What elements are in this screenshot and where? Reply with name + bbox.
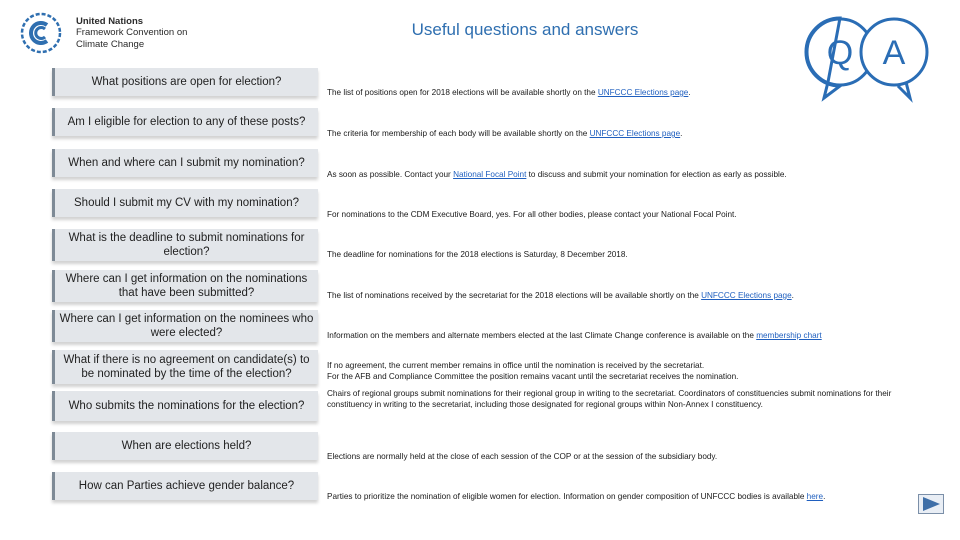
question-7[interactable]: Where can I get information on the nominees who were elected? (52, 310, 318, 342)
org-name (76, 16, 187, 51)
org-line-3: Climate Change (76, 38, 145, 50)
national-focal-point-link[interactable]: National Focal Point (453, 170, 527, 179)
page-title: Useful questions and answers (411, 20, 639, 39)
membership-chart-link[interactable]: membership chart (756, 331, 822, 340)
answer-6: The list of nominations received by the secretariat for the 2018 elections will be available shortly on the UNFCCC Elections page. (327, 291, 794, 300)
elections-page-link[interactable]: UNFCCC Elections page (589, 129, 681, 138)
org-line-1: United Nations (76, 15, 144, 27)
answer-3: As soon as possible. Contact your National Focal Point to discuss and submit your nomination for election as early as possible. (327, 170, 787, 179)
elections-page-link[interactable]: UNFCCC Elections page (597, 88, 689, 97)
answer-7: Information on the members and alternate members elected at the last Climate Change conference is available on the membership chart (327, 331, 822, 340)
question-3[interactable]: When and where can I submit my nomination? (52, 149, 318, 177)
question-4[interactable]: Should I submit my CV with my nomination? (52, 189, 318, 217)
unfccc-emblem-icon (20, 12, 62, 54)
question-1[interactable]: What positions are open for election? (52, 68, 318, 96)
badge-a-letter: A (882, 34, 906, 72)
org-line-2: Framework Convention on (76, 27, 188, 39)
answer-5: The deadline for nominations for the 2018 elections is Saturday, 8 December 2018. (327, 250, 628, 259)
answer-9: Chairs of regional groups submit nominations for their regional group in writing to the secretariat. Coordinators of constituencies submit nominations for their constituency in writing to the secretariat, including those designated for regional groups within Non-Annex I constituency. (327, 389, 892, 409)
question-2[interactable]: Am I eligible for election to any of these posts? (52, 108, 318, 136)
answer-4: For nominations to the CDM Executive Board, yes. For all other bodies, please contact your National Focal Point. (327, 210, 737, 219)
answer-1: The list of positions open for 2018 elections will be available shortly on the UNFCCC Elections page. (327, 88, 691, 97)
question-11[interactable]: How can Parties achieve gender balance? (52, 472, 318, 500)
question-10[interactable]: When are elections held? (52, 432, 318, 460)
unfccc-logo (20, 12, 187, 54)
answer-2: The criteria for membership of each body will be available shortly on the UNFCCC Elections page. (327, 129, 683, 138)
next-slide-icon[interactable] (918, 494, 944, 514)
question-6[interactable]: Where can I get information on the nominations that have been submitted? (52, 270, 318, 302)
gender-composition-link[interactable]: here (806, 492, 824, 501)
badge-q-letter: Q (826, 34, 854, 72)
answer-8: If no agreement, the current member remains in office until the nomination is received by the secretariat. For the AFB and Compliance Committee the position remains vacant until the secretariat receives the nomination. (327, 361, 739, 381)
elections-page-link[interactable]: UNFCCC Elections page (701, 291, 792, 300)
question-5[interactable]: What is the deadline to submit nominations for election? (52, 229, 318, 261)
question-8[interactable]: What if there is no agreement on candidate(s) to be nominated by the time of the election? (52, 350, 318, 384)
question-9[interactable]: Who submits the nominations for the election? (52, 391, 318, 421)
answer-10: Elections are normally held at the close of each session of the COP or at the session of the subsidiary body. (327, 452, 718, 461)
answer-11: Parties to prioritize the nomination of eligible women for election. Information on gender composition of UNFCCC bodies is available here. (327, 492, 826, 501)
